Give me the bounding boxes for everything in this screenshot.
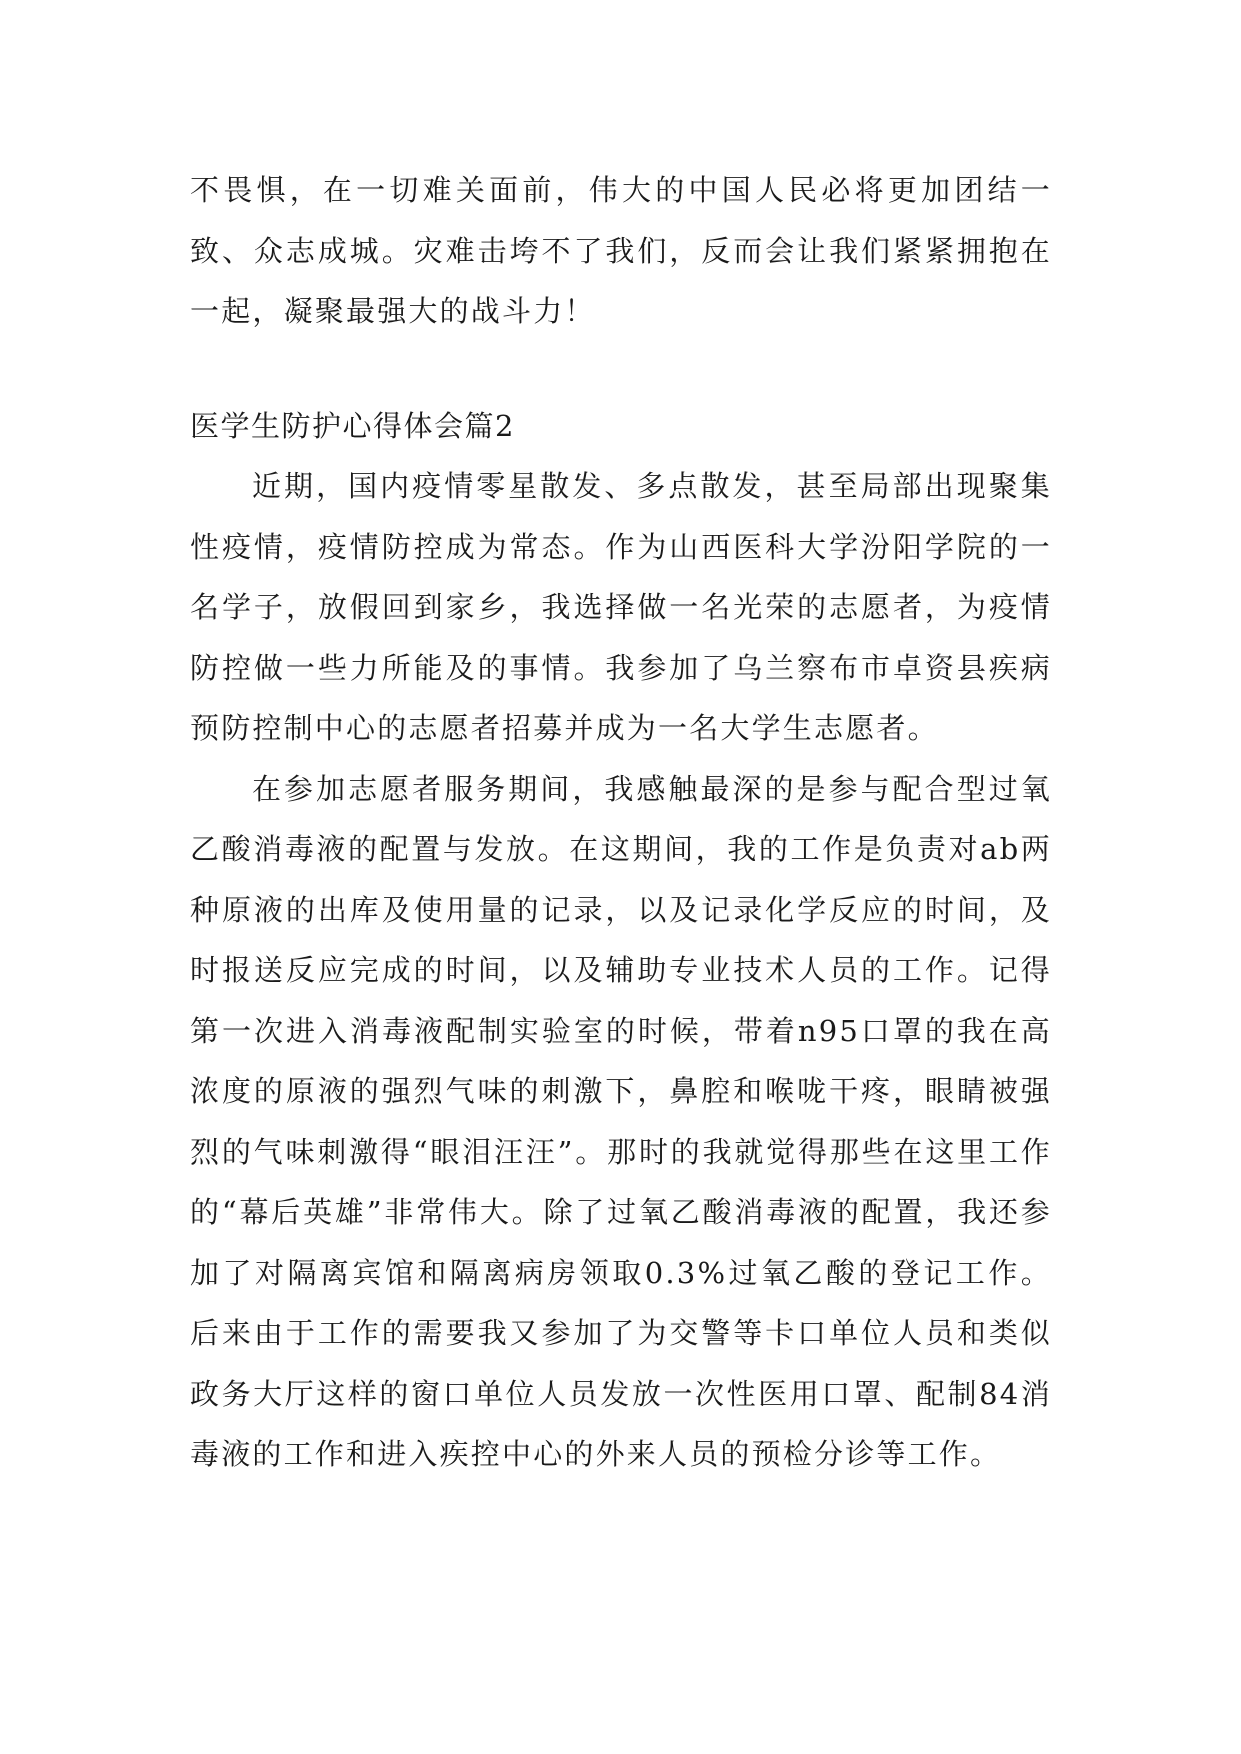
- intro-paragraph: 不畏惧，在一切难关面前，伟大的中国人民必将更加团结一致、众志成城。灾难击垮不了我们，反而会让我们紧紧拥抱在一起，凝聚最强大的战斗力！: [190, 173, 1052, 328]
- body-paragraph-1: 近期，国内疫情零星散发、多点散发，甚至局部出现聚集性疫情，疫情防控成为常态。作为山西医科大学汾阳学院的一名学子，放假回到家乡，我选择做一名光荣的志愿者，为疫情防控做一些力所能及的事情。我参加了乌兰察布市卓资县疾病预防控制中心的志愿者招募并成为一名大学生志愿者。: [190, 469, 1052, 745]
- body-paragraph-2: 在参加志愿者服务期间，我感触最深的是参与配合型过氧乙酸消毒液的配置与发放。在这期间，我的工作是负责对ab两种原液的出库及使用量的记录，以及记录化学反应的时间，及时报送反应完成的时间，以及辅助专业技术人员的工作。记得第一次进入消毒液配制实验室的时候，带着n95口罩的我在高浓度的原液的强烈气味的刺激下，鼻腔和喉咙干疼，眼睛被强烈的气味刺激得“眼泪汪汪”。那时的我就觉得那些在这里工作的“幕后英雄”非常伟大。除了过氧乙酸消毒液的配置，我还参加了对隔离宾馆和隔离病房领取0.3%过氧乙酸的登记工作。后来由于工作的需要我又参加了为交警等卡口单位人员和类似政务大厅这样的窗口单位人员发放一次性医用口罩、配制84消毒液的工作和进入疾控中心的外来人员的预检分诊等工作。: [190, 771, 1052, 1471]
- document-body: [190, 160, 1052, 1485]
- section-heading: 医学生防护心得体会篇2: [190, 408, 515, 443]
